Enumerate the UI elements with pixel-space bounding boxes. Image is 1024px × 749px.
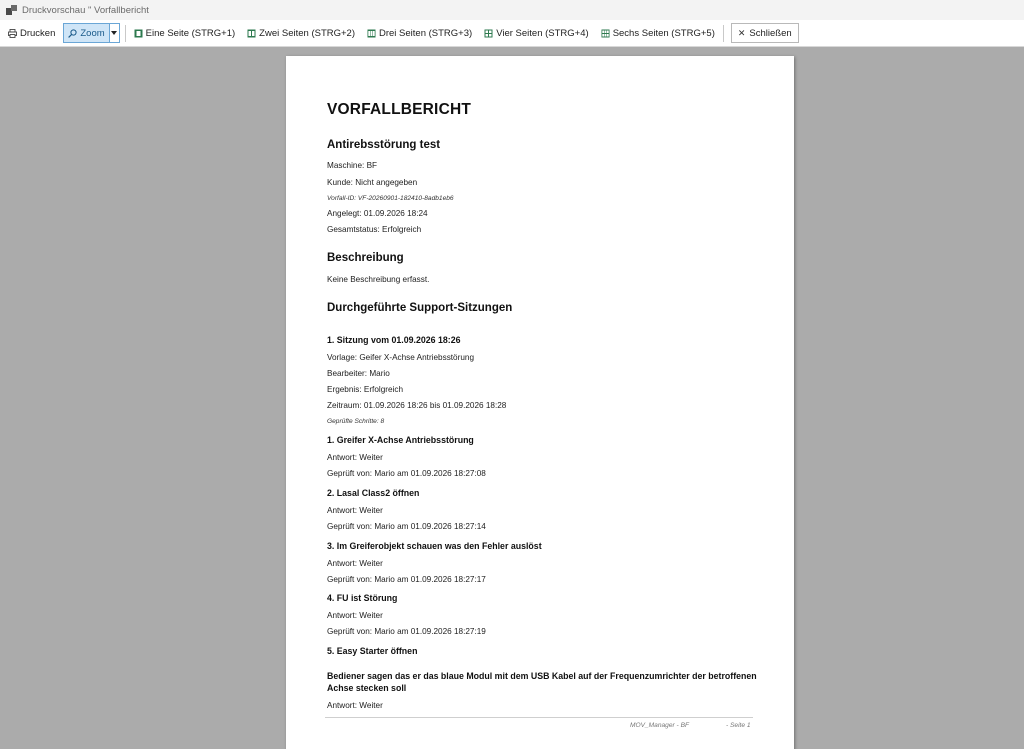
close-label: Schließen [749,27,792,39]
step-checked: Geprüft von: Mario am 01.09.2026 18:27:08 [327,469,486,478]
window-title: Druckvorschau " Vorfallbericht [22,4,149,16]
footer-page-number: - Seite 1 [726,722,751,729]
print-button[interactable] [5,24,58,43]
note-answer: Antwort: Weiter [327,701,383,710]
zoom-control [63,23,119,43]
preview-page [286,56,794,749]
printer-icon [8,29,17,38]
title-bar [0,0,1024,20]
step-title: 2. Lasal Class2 öffnen [327,488,420,498]
description-heading: Beschreibung [327,252,404,264]
six-pages-button[interactable] [598,24,718,43]
step-answer: Antwort: Weiter [327,506,383,515]
session-editor: Bearbeiter: Mario [327,369,390,378]
step-answer: Antwort: Weiter [327,559,383,568]
chevron-down-icon [111,31,117,35]
incident-id-line: Vorfall-ID: VF-20260901-182410-8adb1eb6 [327,195,454,202]
status-line: Gesamtstatus: Erfolgreich [327,225,422,234]
one-page-label: Eine Seite (STRG+1) [145,27,236,39]
toolbar-separator [723,25,724,42]
magnifier-icon [68,29,77,38]
created-line: Angelegt: 01.09.2026 18:24 [327,209,428,218]
step-checked: Geprüft von: Mario am 01.09.2026 18:27:19 [327,627,486,636]
six-pages-label: Sechs Seiten (STRG+5) [612,27,715,39]
close-button[interactable] [731,23,799,43]
description-text: Keine Beschreibung erfasst. [327,275,430,284]
one-page-button[interactable] [131,24,239,43]
four-pages-icon [484,29,493,38]
incident-title: Antirebsstörung test [327,139,441,151]
print-preview-app-icon [6,5,17,15]
step-title: 3. Im Greiferobjekt schauen was den Fehler auslöst [327,541,542,551]
footer-app-name: MOV_Manager - BF [630,722,689,729]
toolbar [0,20,1024,47]
step-checked: Geprüft von: Mario am 01.09.2026 18:27:17 [327,575,486,584]
customer-line: Kunde: Nicht angegeben [327,178,418,187]
step-title: 5. Easy Starter öffnen [327,646,418,656]
three-pages-button[interactable] [364,24,475,43]
machine-line: Maschine: BF [327,161,378,170]
session-checked-steps: Geprüfte Schritte: 8 [327,418,385,425]
four-pages-label: Vier Seiten (STRG+4) [496,27,589,39]
step-answer: Antwort: Weiter [327,611,383,620]
toolbar-separator [125,25,126,42]
session-period: Zeitraum: 01.09.2026 18:26 bis 01.09.2026 18:28 [327,401,507,410]
session-template: Vorlage: Geifer X-Achse Antriebsstörung [327,353,474,362]
operator-note: Bediener sagen das er das blaue Modul mit dem USB Kabel auf der Frequenzumrichter der betroffenen Achse stecken soll [327,671,757,693]
two-pages-label: Zwei Seiten (STRG+2) [259,27,355,39]
four-pages-button[interactable] [481,24,592,43]
two-pages-button[interactable] [244,24,358,43]
three-pages-icon [367,29,376,38]
three-pages-label: Drei Seiten (STRG+3) [379,27,473,39]
close-icon: ✕ [737,27,746,38]
sessions-heading: Durchgeführte Support-Sitzungen [327,302,513,314]
one-page-icon [134,29,143,38]
six-pages-icon [601,29,610,38]
zoom-button[interactable] [63,23,109,43]
step-title: 4. FU ist Störung [327,593,398,603]
zoom-label: Zoom [80,27,105,39]
step-title: 1. Greifer X-Achse Antriebsstörung [327,435,474,445]
step-answer: Antwort: Weiter [327,453,383,462]
zoom-dropdown-button[interactable] [110,23,120,43]
print-label: Drucken [20,27,56,39]
step-checked: Geprüft von: Mario am 01.09.2026 18:27:14 [327,522,486,531]
report-title: VORFALLBERICHT [327,101,472,118]
footer-divider [325,717,753,718]
session-result: Ergebnis: Erfolgreich [327,385,403,394]
session-heading: 1. Sitzung vom 01.09.2026 18:26 [327,335,461,345]
two-pages-icon [247,29,256,38]
